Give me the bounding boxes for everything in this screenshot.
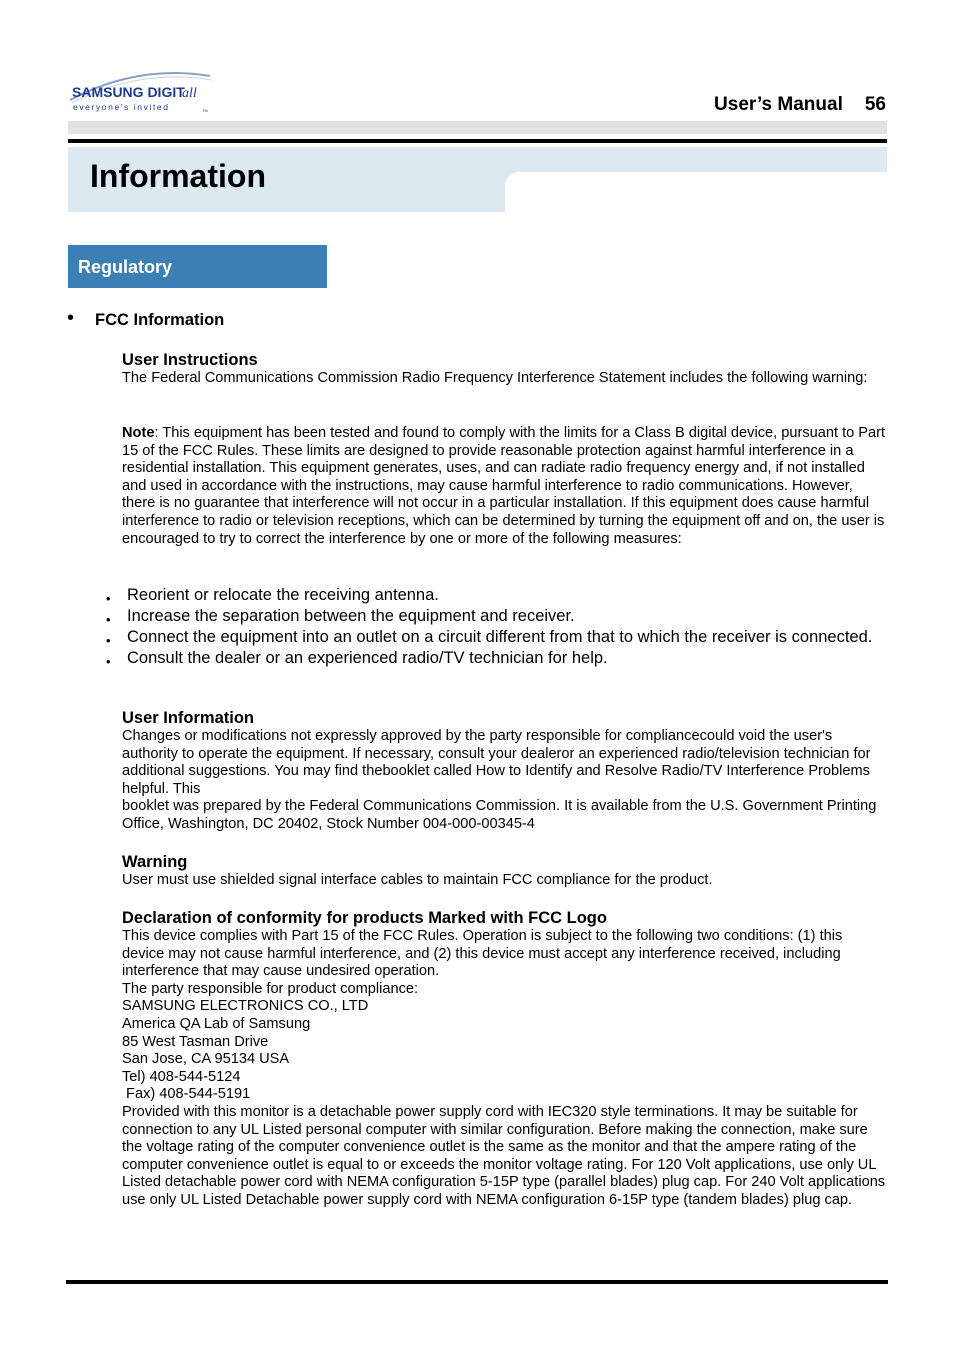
note-text: : This equipment has been tested and found to comply with the limits for a Class B digital device, pursuant to Part 15 of the FCC Rules. These limits are designed to provide reasonable protection against harmful interference in a residential installation. This equipment generates, uses, and can radiate radio frequency energy and, if not installed and used in accordance with the instructions, may cause harmful interference to radio communications. However, there is no guarantee that interference will not occur in a particular installation. If this equipment does cause harmful interference to radio or television receptions, which can be determined by turning the equipment off and on, the user is encouraged to try to correct the interference by one or more of the following measures: <box>122 425 886 547</box>
fcc-heading: FCC Information <box>95 311 225 329</box>
note-label: Note <box>122 425 155 441</box>
user-information-text: Changes or modifications not expressly approved by the party responsible for compliancecould void the user's authority to operate the equipment. If necessary, consult your dealeror an experienced radio/television technician for additional suggestions. You may find thebooklet called How to Identify and Resolve Radio/TV Interference Problems helpful. This <box>122 728 871 797</box>
fax-number: Fax) 408-544-5191 <box>122 1086 251 1103</box>
declaration-text: This device complies with Part 15 of the FCC Rules. Operation is subject to the following two conditions: (1) this device may not cause harmful interference, and (2) this device must accept any interference received, including interference that may cause undesired operation. <box>122 928 843 980</box>
note-paragraph <box>122 425 887 548</box>
title-band-curve <box>505 172 529 196</box>
page-title: Information <box>90 158 266 194</box>
header-rule <box>68 139 887 143</box>
logo-tm: TM <box>202 108 208 113</box>
warning-heading: Warning <box>122 853 188 871</box>
measures-list <box>106 585 876 669</box>
logo-text: SAMSUNG DIGIT <box>72 84 185 100</box>
declaration-section <box>122 909 887 1210</box>
lab-name: America QA Lab of Samsung <box>122 1015 311 1032</box>
warning-section <box>122 853 887 890</box>
logo-text-all: all <box>182 86 197 101</box>
tel-number: Tel) 408-544-5124 <box>122 1068 241 1085</box>
list-item: • Reorient or relocate the receiving antenna. <box>106 585 876 606</box>
manual-label: User’s Manual <box>714 94 843 115</box>
city-address: San Jose, CA 95134 USA <box>122 1051 290 1068</box>
power-cord-text-2: computer convenience outlet is equal to or exceeds the monitor voltage rating. For 120 Volt applications, use only UL Listed detachable power cord with NEMA configuration 5-15P type (parallel blades) plug cap. For 240 Volt applications use only UL Listed Detachable power supply cord with NEMA configuration 6-15P type (tandem blades) plug cap. <box>122 1156 886 1208</box>
user-instructions-section <box>122 351 887 388</box>
declaration-heading: Declaration of conformity for products Marked with FCC Logo <box>122 909 607 927</box>
list-item: • Connect the equipment into an outlet on a circuit different from that to which the receiver is connected. <box>106 627 876 648</box>
logo-tagline: everyone's invited <box>73 102 170 112</box>
company-name: SAMSUNG ELECTRONICS CO., LTD <box>122 998 369 1015</box>
list-item: • Consult the dealer or an experienced radio/TV technician for help. <box>106 648 876 669</box>
header-right <box>714 94 886 116</box>
list-item: • Increase the separation between the equipment and receiver. <box>106 606 876 627</box>
samsung-logo <box>68 70 216 114</box>
warning-text: User must use shielded signal interface cables to maintain FCC compliance for the product. <box>122 872 713 888</box>
footer-rule <box>66 1280 888 1284</box>
power-cord-text: Provided with this monitor is a detachable power supply cord with IEC320 style terminations. It may be suitable for connection to any UL Listed personal computer with similar configuration. Before making the connection, make sure the voltage rating of the computer convenience outlet is the same as the monitor and that the ampere rating of the <box>122 1103 868 1156</box>
header-grey-bar <box>68 121 887 134</box>
party-label: The party responsible for product compliance: <box>122 980 419 997</box>
street-address: 85 West Tasman Drive <box>122 1033 269 1050</box>
page-number: 56 <box>864 94 886 115</box>
user-information-heading: User Information <box>122 709 255 727</box>
user-information-text-2: booklet was prepared by the Federal Communications Commission. It is available from the U.S. Government Printing Office, Washington, DC 20402, Stock Number 004-000-00345-4 <box>122 798 877 832</box>
user-information-section <box>122 709 887 834</box>
section-tab-regulatory: Regulatory <box>68 245 327 288</box>
user-instructions-heading: User Instructions <box>122 351 258 369</box>
user-instructions-intro: The Federal Communications Commission Radio Frequency Interference Statement includes the following warning: <box>122 370 868 386</box>
bullet-icon: • <box>67 307 75 329</box>
